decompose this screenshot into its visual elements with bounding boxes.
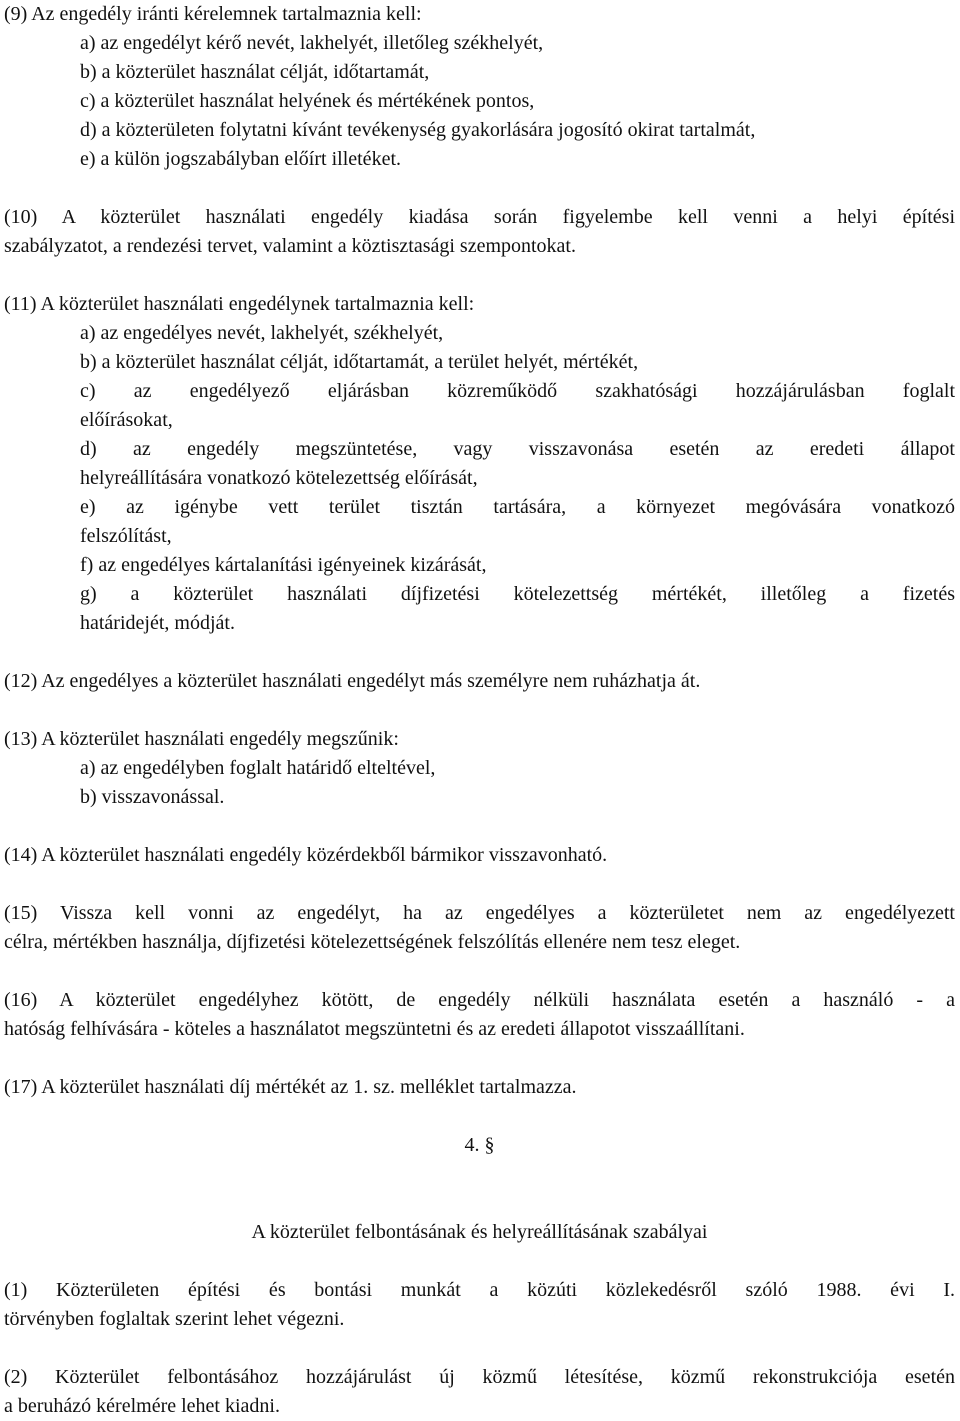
paragraph-12 <box>4 667 955 696</box>
spacer <box>4 1334 955 1363</box>
paragraph-15 <box>4 899 955 957</box>
paragraph-11-item-d-line-2: helyreállítására vonatkozó kötelezettség előírását, <box>80 467 478 489</box>
paragraph-14-text: (14) A közterület használati engedély közérdekből bármikor visszavonható. <box>4 844 608 866</box>
paragraph-9-head: (9) Az engedély iránti kérelemnek tartalmaznia kell: <box>4 3 422 25</box>
paragraph-10 <box>4 203 955 261</box>
paragraph-10-line-2: szabályzatot, a rendezési tervet, valamint a köztisztasági szempontokat. <box>4 235 576 257</box>
paragraph-11-item-f: f) az engedélyes kártalanítási igényeinek kizárását, <box>80 554 487 576</box>
paragraph-11-item-g-line-1: g) a közterület használati díjfizetési kötelezettség mértékét, illetőleg a fizetés <box>80 583 955 605</box>
document-page <box>4 0 955 1421</box>
paragraph-15-line-1: (15) Vissza kell vonni az engedélyt, ha az engedélyes a közterületet nem az engedélyezett <box>4 902 955 924</box>
paragraph-11-item-d-line-1: d) az engedély megszüntetése, vagy visszavonása esetén az eredeti állapot <box>80 438 955 460</box>
spacer <box>4 1102 955 1131</box>
paragraph-9-item-b: b) a közterület használat célját, időtartamát, <box>80 61 430 83</box>
paragraph-17 <box>4 1073 955 1102</box>
paragraph-13-head: (13) A közterület használati engedély megszűnik: <box>4 728 399 750</box>
paragraph-11-item-c-line-1: c) az engedélyező eljárásban közreműködő szakhatósági hozzájárulásban foglalt <box>80 380 955 402</box>
spacer <box>4 812 955 841</box>
spacer <box>4 174 955 203</box>
spacer <box>4 957 955 986</box>
paragraph-11-item-b: b) a közterület használat célját, időtartamát, a terület helyét, mértékét, <box>80 351 639 373</box>
paragraph-17-text: (17) A közterület használati díj mértékét az 1. sz. melléklet tartalmazza. <box>4 1076 577 1098</box>
spacer <box>4 696 955 725</box>
paragraph-11-item-c-line-2: előírásokat, <box>80 409 173 431</box>
spacer <box>4 261 955 290</box>
paragraph-9-item-d: d) a közterületen folytatni kívánt tevékenység gyakorlására jogosító okirat tartalmát, <box>80 119 756 141</box>
paragraph-11-item-g-line-2: határidejét, módját. <box>80 612 235 634</box>
paragraph-13-item-b: b) visszavonással. <box>80 786 225 808</box>
paragraph-9-item-a: a) az engedélyt kérő nevét, lakhelyét, illetőleg székhelyét, <box>80 32 544 54</box>
spacer <box>4 1247 955 1276</box>
paragraph-10-line-1: (10) A közterület használati engedély kiadása során figyelembe kell venni a helyi építési <box>4 206 955 228</box>
section-title: A közterület felbontásának és helyreállításának szabályai <box>251 1221 708 1243</box>
section-paragraph-2-line-2: a beruházó kérelmére lehet kiadni. <box>4 1395 280 1417</box>
paragraph-16 <box>4 986 955 1044</box>
spacer <box>4 1044 955 1073</box>
section-paragraph-1 <box>4 1276 955 1334</box>
paragraph-15-line-2: célra, mértékben használja, díjfizetési kötelezettségének felszólítás ellenére nem tesz eleget. <box>4 931 741 953</box>
section-number: 4. § <box>464 1134 495 1156</box>
spacer <box>4 1160 955 1189</box>
paragraph-9 <box>4 0 955 174</box>
section-paragraph-1-line-1: (1) Közterületen építési és bontási munkát a közúti közlekedésről szóló 1988. évi I. <box>4 1279 955 1301</box>
section-paragraph-2 <box>4 1363 955 1421</box>
paragraph-12-text: (12) Az engedélyes a közterület használati engedélyt más személyre nem ruházhatja át. <box>4 670 701 692</box>
spacer <box>4 870 955 899</box>
paragraph-11-item-e-line-1: e) az igénybe vett terület tisztán tartására, a környezet megóvására vonatkozó <box>80 496 955 518</box>
paragraph-13 <box>4 725 955 812</box>
paragraph-11-item-a: a) az engedélyes nevét, lakhelyét, székhelyét, <box>80 322 444 344</box>
paragraph-11-head: (11) A közterület használati engedélynek tartalmaznia kell: <box>4 293 475 315</box>
section-paragraph-2-line-1: (2) Közterület felbontásához hozzájárulást új közmű létesítése, közmű rekonstrukciója esetén <box>4 1366 955 1388</box>
section-paragraph-1-line-2: törvényben foglaltak szerint lehet végezni. <box>4 1308 345 1330</box>
paragraph-16-line-1: (16) A közterület engedélyhez kötött, de engedély nélküli használata esetén a használó - a <box>4 989 955 1011</box>
paragraph-11-item-e-line-2: felszólítást, <box>80 525 172 547</box>
paragraph-13-item-a: a) az engedélyben foglalt határidő elteltével, <box>80 757 436 779</box>
spacer <box>4 638 955 667</box>
paragraph-14 <box>4 841 955 870</box>
paragraph-16-line-2: hatóság felhívására - köteles a használatot megszüntetni és az eredeti állapotot visszaállítani. <box>4 1018 745 1040</box>
paragraph-11 <box>4 290 955 638</box>
section-heading <box>4 1131 955 1247</box>
spacer <box>4 1189 955 1218</box>
paragraph-9-item-e: e) a külön jogszabályban előírt illetéket. <box>80 148 401 170</box>
paragraph-9-item-c: c) a közterület használat helyének és mértékének pontos, <box>80 90 535 112</box>
